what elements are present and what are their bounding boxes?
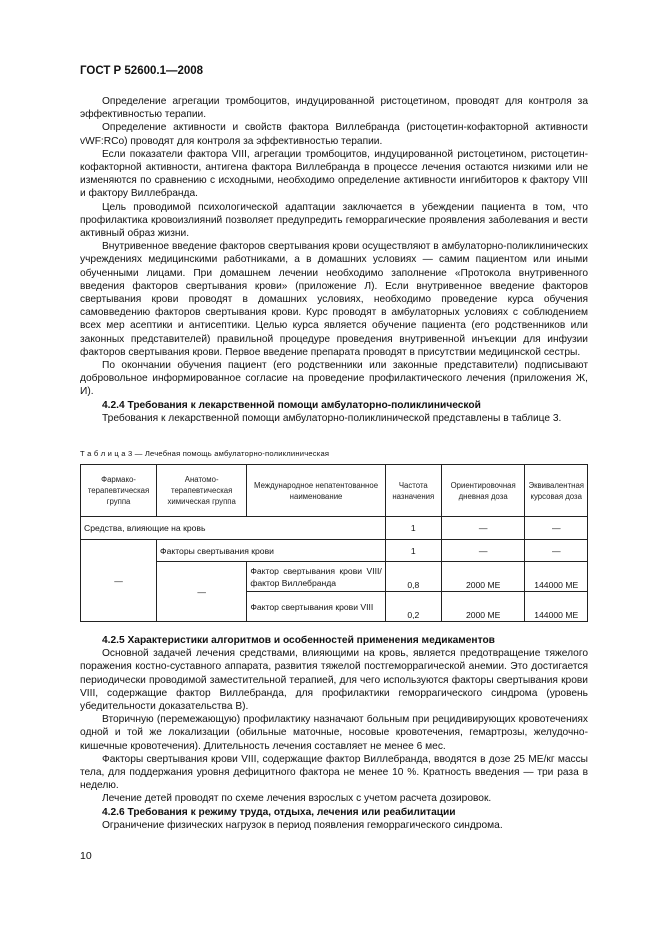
body-text-bottom xyxy=(80,634,588,832)
table-header-row xyxy=(81,465,588,517)
table-row xyxy=(81,517,588,540)
table-cell: Факторы свертывания крови xyxy=(157,540,386,562)
section-heading: 4.2.5 Характеристики алгоритмов и особенностей применения медикаментов xyxy=(102,635,495,646)
table-cell: 1 xyxy=(385,517,441,540)
paragraph: Внутривенное введение факторов свертывания крови осуществляют в амбулаторно-поликлинических учреждениях медицинскими работниками, а в домашних условиях — самим пациентом или иными обученными лицами. При домашнем лечении необходимо заполнение «Протокола внутривенного введения факторов свертывания крови» (приложение Л). Если внутривенное введение факторов свертывания крови проводят в домашних условиях, необходимо проведение курса обучения самовведению факторов свертывания крови. Курс проводят в амбулаторных условиях с соблюдением всех мер асептики и антисептики. Целью курса является обучение пациента (его родственников или законных представителей) правильной процедуре проведения внутривенной инъекции для инфузии факторов свертывания крови. Первое введение препарата проводят в присутствии медицинской сестры. xyxy=(80,241,588,358)
table-cell: 144000 МЕ xyxy=(525,562,588,592)
table-cell: 0,8 xyxy=(385,562,441,592)
table-cell: Средства, влияющие на кровь xyxy=(81,517,386,540)
column-header: Ориентировочная дневная доза xyxy=(441,465,525,517)
paragraph: Определение активности и свойств фактора Виллебранда (ристоцетин-кофакторной активности vWF:RCo) проводят для контроля за эффективностью терапии. xyxy=(80,122,588,147)
column-header: Международное непатентованное наименование xyxy=(247,465,385,517)
paragraph: Определение агрегации тромбоцитов, индуцированной ристоцетином, проводят для контроля за эффективностью терапии. xyxy=(80,96,588,121)
column-header: Анатомо-терапевтическая химическая группа xyxy=(157,465,247,517)
table-cell: — xyxy=(525,517,588,540)
table-cell: — xyxy=(157,562,247,622)
paragraph: Основной задачей лечения средствами, влияющими на кровь, является предотвращение тяжелого поражения костно-суставного аппарата, развития тяжелой постгеморрагической анемии. Это достигается периодически проводимой заместительной терапией, для чего используются факторы свертывания крови VIII, содержащие фактор Виллебранда, для профилактики геморрагического синдрома (уровень убедительности доказательства В). xyxy=(80,648,588,713)
section-heading: 4.2.6 Требования к режиму труда, отдыха, лечения или реабилитации xyxy=(102,806,456,818)
column-header: Эквивалентная курсовая доза xyxy=(525,465,588,517)
body-text-top xyxy=(80,95,588,425)
column-header: Частота назначения xyxy=(385,465,441,517)
paragraph: Если показатели фактора VIII, агрегации тромбоцитов, индуцированной ристоцетином, ристоцетин-кофакторной активности, антигена фактора Виллебранда в процессе лечения остаются низкими или не изменяются по сравнению с исходными, необходимо определение активности ингибиторов к фактору VIII и фактору Виллебранда. xyxy=(80,148,588,200)
paragraph: Вторичную (перемежающую) профилактику назначают больным при рецидивирующих кровотечениях одной и той же локализации (обильные маточные, носовые кровотечения, гемартрозы, желудочно-кишечные кровотечения). Длительность лечения составляет не менее 6 мес. xyxy=(80,714,588,752)
paragraph: По окончании обучения пациент (его родственники или законные представители) подписывают добровольное информированное согласие на проведение профилактического лечения (приложения Ж, И). xyxy=(80,360,588,398)
section-heading: 4.2.4 Требования к лекарственной помощи амбулаторно-поликлинической xyxy=(102,399,481,411)
paragraph: Требования к лекарственной помощи амбулаторно-поликлинической представлены в таблице 3. xyxy=(102,412,562,424)
table-cell: 2000 МЕ xyxy=(441,592,525,622)
table-cell: Фактор свертывания крови VIII xyxy=(247,592,385,622)
table-caption: Т а б л и ц а 3 — Лечебная помощь амбулаторно-поликлиническая xyxy=(80,449,330,458)
table-cell: 0,2 xyxy=(385,592,441,622)
table-row xyxy=(81,540,588,562)
table-cell: — xyxy=(441,517,525,540)
paragraph: Цель проводимой психологической адаптации заключается в убеждении пациента в том, что профилактика кровоизлияний позволяет предупредить геморрагические проявления заболевания и вести активный образ жизни. xyxy=(80,201,588,240)
paragraph: Факторы свертывания крови VIII, содержащие фактор Виллебранда, вводятся в дозе 25 МЕ/кг массы тела, для поддержания уровня дефицитного фактора не менее 10 %. Кратность введения — три раза в неделю. xyxy=(80,753,588,792)
medication-table xyxy=(80,464,588,622)
table-cell: Фактор свертывания крови VIII/фактор Виллебранда xyxy=(247,562,385,592)
paragraph: Ограничение физических нагрузок в период появления геморрагического синдрома. xyxy=(102,819,503,831)
paragraph: Лечение детей проводят по схеме лечения взрослых с учетом расчета дозировок. xyxy=(102,793,492,805)
page-number: 10 xyxy=(80,850,92,862)
table-cell: — xyxy=(525,540,588,562)
document-header: ГОСТ Р 52600.1—2008 xyxy=(80,65,204,77)
column-header: Фармако-терапевтическая группа xyxy=(81,465,157,517)
table-cell: — xyxy=(441,540,525,562)
table-cell: — xyxy=(81,540,157,622)
table-cell: 2000 МЕ xyxy=(441,562,525,592)
table-cell: 1 xyxy=(385,540,441,562)
table-cell: 144000 МЕ xyxy=(525,592,588,622)
table-row xyxy=(81,562,588,592)
